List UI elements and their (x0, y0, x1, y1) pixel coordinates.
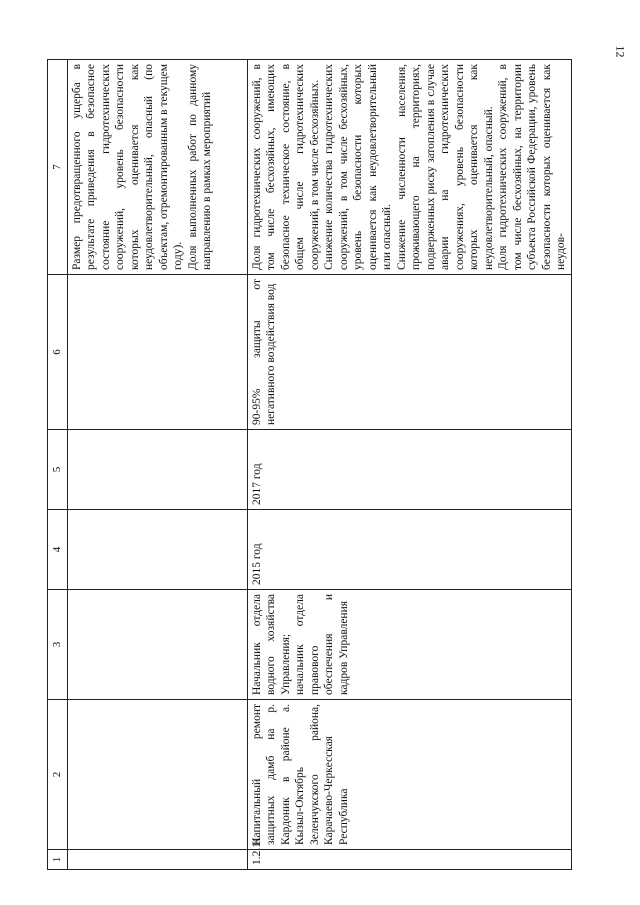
measures-table (47, 59, 572, 870)
header-col-3: 3 (48, 590, 68, 700)
cell-indicators: Размер предотвращенного ущерба в результате приведения в безопасное состояние гидротехнических сооружений, уровень безопасности которых оценивается как неудовлетворительный, опасный (по объектам, отремонтированным в текущем году). Доля выполненных работ по данному направлению в рамках мероприятий (67, 60, 247, 275)
cell-measure (67, 700, 247, 850)
cell-measure: Капитальный ремонт защитных дамб на р. Кардоник в районе а. Кызыл-Октябрь Зеленчукского района, Карачаево-Черкесская Республика (247, 700, 571, 850)
cell-start-year (67, 510, 247, 590)
document-sheet (47, 60, 612, 870)
table-row (67, 60, 247, 870)
cell-start-year: 2015 год (247, 510, 571, 590)
cell-result: 90-95% защиты от негативного воздействия вод (247, 275, 571, 430)
cell-number: 1.2.11 (247, 850, 571, 870)
cell-responsible: Начальник отдела водного хозяйства Управления; начальник отдела правового обеспечения и кадров Управления (247, 590, 571, 700)
table-header-row (48, 60, 68, 870)
header-col-4: 4 (48, 510, 68, 590)
cell-number (67, 850, 247, 870)
header-col-2: 2 (48, 700, 68, 850)
cell-indicators: Доля гидротехнических сооружений, в том числе бесхозяйных, имеющих безопасное техническое состояние, в общем числе гидротехнических сооружений, в том числе бесхозяйных. Снижение количества гидротехнических сооружений, в том числе бесхозяйных, уровень безопасности которых оценивается как неудовлетворительный или опасный. Снижение численности населения, проживающего на территориях, подверженных риску затопления в случае аварии на гидротехнических сооружениях, уровень безопасности которых оценивается как неудовлетворительный, опасный. Доля гидротехнических сооружений, в том числе бесхозяйных, на территории субъекта Российской Федерации, уровень безопасности которых оценивается как неудов- (247, 60, 571, 275)
cell-end-year (67, 430, 247, 510)
cell-responsible (67, 590, 247, 700)
header-col-7: 7 (48, 60, 68, 275)
header-col-6: 6 (48, 275, 68, 430)
cell-result (67, 275, 247, 430)
page-number: 12 (613, 45, 628, 58)
table-row (247, 60, 571, 870)
header-col-5: 5 (48, 430, 68, 510)
cell-end-year: 2017 год (247, 430, 571, 510)
header-col-1: 1 (48, 850, 68, 870)
